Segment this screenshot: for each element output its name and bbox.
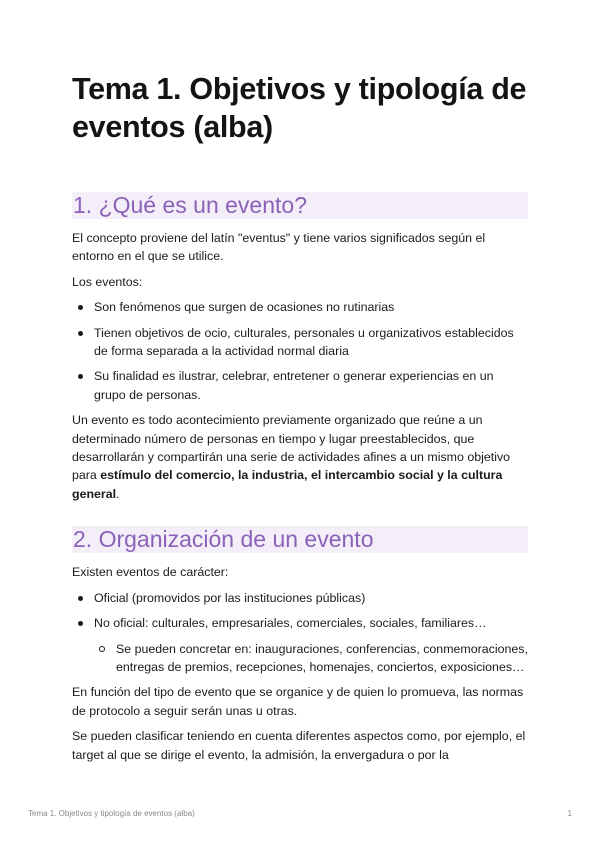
page-number: 1 <box>567 809 572 818</box>
paragraph: Se pueden clasificar teniendo en cuenta diferentes aspectos como, por ejemplo, el target al que se dirige el evento, la admisión, la envergadura o por la <box>72 729 526 762</box>
section-heading-1: 1. ¿Qué es un evento? <box>72 192 528 219</box>
list-item-text: No oficial: culturales, empresariales, comerciales, sociales, familiares… <box>94 616 487 631</box>
sub-list-item: Se pueden concretar en: inauguraciones, conferencias, conmemoraciones, entregas de premios, recepciones, homenajes, conciertos, exposiciones… <box>94 640 528 677</box>
list-item: Su finalidad es ilustrar, celebrar, entretener o generar experiencias en un grupo de personas. <box>72 367 528 404</box>
sub-bullet-list <box>94 640 528 677</box>
list-item: Tienen objetivos de ocio, culturales, personales u organizativos establecidos de forma separada a la actividad normal diaria <box>72 324 528 361</box>
bold-text: estímulo del comercio, la industria, el intercambio social y la cultura general <box>72 468 503 501</box>
text-span: Un evento es todo acontecimiento previamente organizado que reúne a un determinado número de personas en tiempo y lugar preestablecidos, que desarrollarán y compartirán una serie de actividades afines a un mismo objetivo para <box>72 413 511 483</box>
document-page <box>72 70 528 764</box>
footer-title: Tema 1. Objetivos y tipología de eventos (alba) <box>28 809 195 818</box>
list-item: Oficial (promovidos por las instituciones públicas) <box>72 589 528 607</box>
list-item: Son fenómenos que surgen de ocasiones no rutinarias <box>72 298 528 316</box>
list-item <box>72 614 528 676</box>
text-span: . <box>116 486 120 501</box>
section-heading-2: 2. Organización de un evento <box>72 526 528 553</box>
page-title: Tema 1. Objetivos y tipología de eventos (alba) <box>72 72 527 144</box>
paragraph: El concepto proviene del latín "eventus" y tiene varios significados según el entorno en el que se utilice. <box>72 231 486 264</box>
paragraph <box>72 411 528 503</box>
bullet-list <box>72 589 528 677</box>
paragraph: En función del tipo de evento que se organice y de quien lo promueva, las normas de protocolo a seguir serán unas u otras. <box>72 685 524 718</box>
page-footer <box>28 809 572 818</box>
paragraph: Los eventos: <box>72 274 143 289</box>
paragraph: Existen eventos de carácter: <box>72 565 229 580</box>
bullet-list <box>72 298 528 404</box>
